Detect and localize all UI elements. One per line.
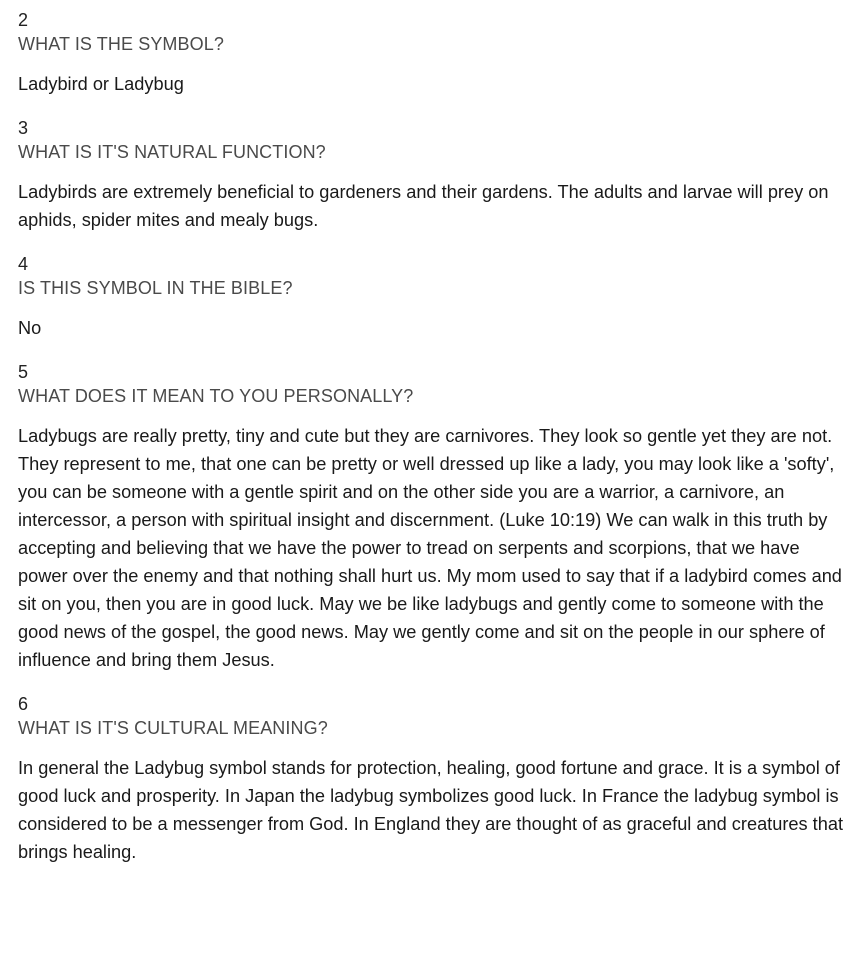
section-number: 5 bbox=[18, 362, 29, 382]
section-answer: Ladybird or Ladybug bbox=[18, 74, 184, 94]
section-question: WHAT DOES IT MEAN TO YOU PERSONALLY? bbox=[18, 386, 414, 406]
section-number: 4 bbox=[18, 254, 29, 274]
section-number: 3 bbox=[18, 118, 29, 138]
section-number: 2 bbox=[18, 10, 29, 30]
section-cultural-meaning bbox=[18, 692, 844, 866]
section-natural-function bbox=[18, 116, 844, 234]
section-answer: Ladybirds are extremely beneficial to gardeners and their gardens. The adults and larvae will prey on aphids, spider mites and mealy bugs. bbox=[18, 182, 829, 230]
section-symbol bbox=[18, 8, 844, 98]
section-bible bbox=[18, 252, 844, 342]
section-answer: Ladybugs are really pretty, tiny and cute but they are carnivores. They look so gentle yet they are not. They represent to me, that one can be pretty or well dressed up like a lady, you may look like a 'softy', you can be someone with a gentle spirit and on the other side you are a warrior, a carnivore, an intercessor, a person with spiritual insight and discernment. (Luke 10:19) We can walk in this truth by accepting and believing that we have the power to tread on serpents and scorpions, that we have power over the enemy and that nothing shall hurt us. My mom used to say that if a ladybird comes and sit on you, then you are in good luck. May we be like ladybugs and gently come to someone with the good news of the gospel, the good news. May we gently come and sit on the people in our sphere of influence and bring them Jesus. bbox=[18, 426, 842, 670]
section-answer: No bbox=[18, 318, 42, 338]
section-question: WHAT IS IT'S CULTURAL MEANING? bbox=[18, 718, 328, 738]
section-number: 6 bbox=[18, 694, 29, 714]
section-question: WHAT IS THE SYMBOL? bbox=[18, 34, 224, 54]
section-question: WHAT IS IT'S NATURAL FUNCTION? bbox=[18, 142, 326, 162]
section-answer: In general the Ladybug symbol stands for protection, healing, good fortune and grace. It is a symbol of good luck and prosperity. In Japan the ladybug symbolizes good luck. In France the ladybug symbol is considered to be a messenger from God. In England they are thought of as graceful and creatures that brings healing. bbox=[18, 758, 844, 862]
section-personal-meaning bbox=[18, 360, 844, 674]
section-question: IS THIS SYMBOL IN THE BIBLE? bbox=[18, 278, 293, 298]
